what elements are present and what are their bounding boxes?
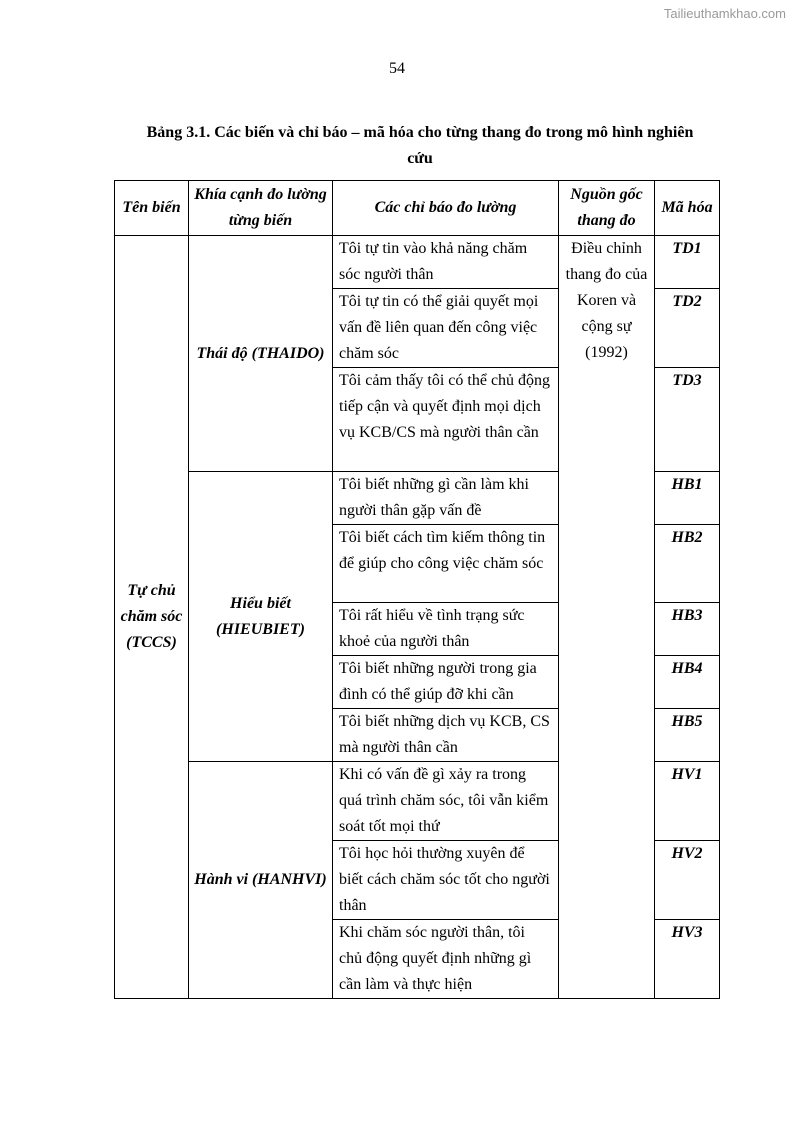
code-cell: TD3: [655, 368, 720, 472]
indicator-cell: Tôi biết cách tìm kiếm thông tin để giúp cho công việc chăm sóc: [333, 525, 559, 603]
code-cell: HV1: [655, 762, 720, 841]
indicator-cell: Tôi biết những người trong gia đình có thể giúp đỡ khi cần: [333, 656, 559, 709]
header-source: Nguồn gốc thang đo: [559, 181, 655, 236]
code-cell: HB2: [655, 525, 720, 603]
code-cell: HV2: [655, 841, 720, 920]
indicator-cell: Khi có vấn đề gì xảy ra trong quá trình chăm sóc, tôi vẫn kiểm soát tốt mọi thứ: [333, 762, 559, 841]
indicator-cell: Tôi cảm thấy tôi có thể chủ động tiếp cận và quyết định mọi dịch vụ KCB/CS mà người thân cần: [333, 368, 559, 472]
variable-cell: Tự chủ chăm sóc (TCCS): [115, 236, 189, 999]
indicator-cell: Tôi học hỏi thường xuyên để biết cách chăm sóc tốt cho người thân: [333, 841, 559, 920]
indicator-cell: Tôi tự tin vào khả năng chăm sóc người thân: [333, 236, 559, 289]
watermark: Tailieuthamkhao.com: [663, 6, 786, 21]
code-cell: HB5: [655, 709, 720, 762]
indicator-cell: Tôi tự tin có thể giải quyết mọi vấn đề liên quan đến công việc chăm sóc: [333, 289, 559, 368]
aspect-cell: Thái độ (THAIDO): [189, 236, 333, 472]
aspect-cell: Hành vi (HANHVI): [189, 762, 333, 999]
header-aspect: Khía cạnh đo lường từng biến: [189, 181, 333, 236]
source-cell: Điều chỉnh thang đo của Koren và cộng sự (1992): [559, 236, 655, 999]
header-variable: Tên biến: [115, 181, 189, 236]
table-caption: Bảng 3.1. Các biến và chỉ báo – mã hóa cho từng thang đo trong mô hình nghiên cứu: [146, 124, 694, 167]
code-cell: TD1: [655, 236, 720, 289]
header-row: [115, 181, 720, 236]
table-row: [115, 236, 720, 289]
indicator-table: [114, 180, 720, 999]
header-indicators: Các chỉ báo đo lường: [333, 181, 559, 236]
indicator-cell: Tôi biết những gì cần làm khi người thân gặp vấn đề: [333, 472, 559, 525]
header-code: Mã hóa: [655, 181, 720, 236]
page-number: 54: [389, 60, 405, 77]
aspect-cell: Hiểu biết (HIEUBIET): [189, 472, 333, 762]
indicator-cell: Tôi biết những dịch vụ KCB, CS mà người thân cần: [333, 709, 559, 762]
code-cell: HB4: [655, 656, 720, 709]
code-cell: HB1: [655, 472, 720, 525]
code-cell: HB3: [655, 603, 720, 656]
code-cell: HV3: [655, 920, 720, 999]
code-cell: TD2: [655, 289, 720, 368]
indicator-cell: Khi chăm sóc người thân, tôi chủ động quyết định những gì cần làm và thực hiện: [333, 920, 559, 999]
indicator-cell: Tôi rất hiểu về tình trạng sức khoẻ của người thân: [333, 603, 559, 656]
